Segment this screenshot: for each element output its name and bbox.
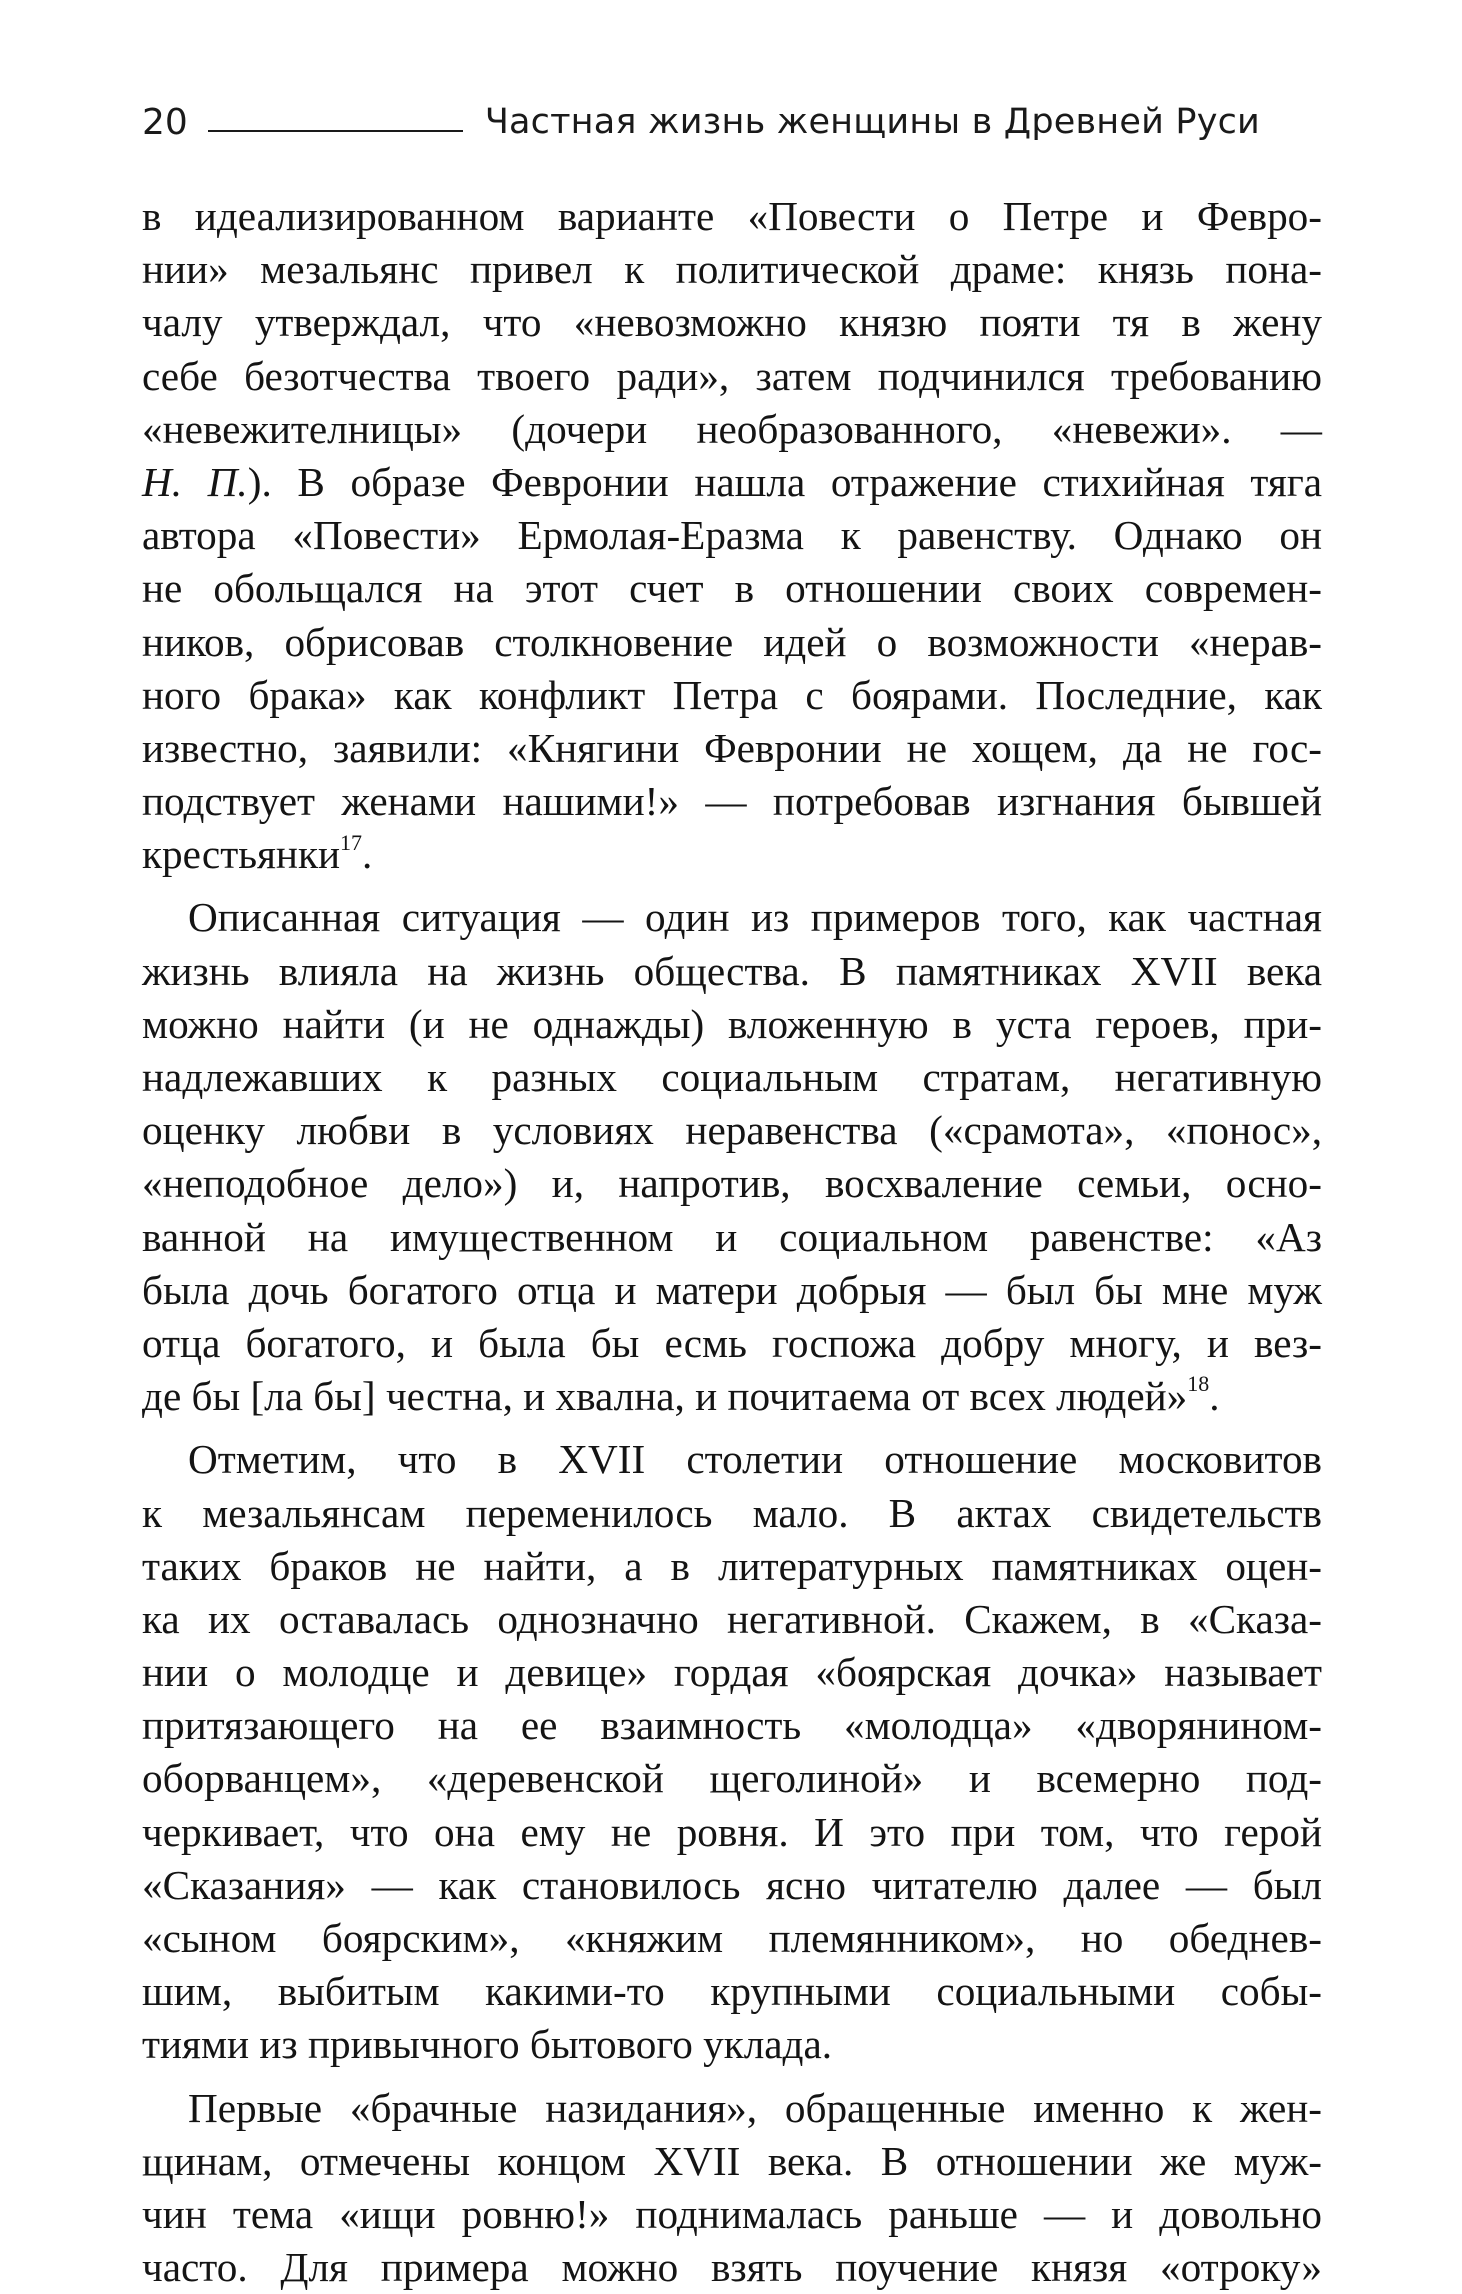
text-line: автора «Повести» Ермолая-Еразма к равенству. Однако он	[142, 512, 1322, 559]
text-line: нии» мезальянс привел к политической драме: князь пона-	[142, 246, 1322, 293]
text-line: чин тема «ищи ровню!» поднималась раньше — и довольно	[142, 2190, 1322, 2237]
text-line: Отметим, что в XVII столетии отношение московитов	[188, 1436, 1322, 1483]
paragraph-1	[142, 190, 1322, 881]
text-line: можно найти (и не однажды) вложенную в уста героев, при-	[142, 1000, 1322, 1047]
text-fragment: .	[362, 831, 373, 878]
text-line: оборванцем», «деревенской щеголиной» и всемерно под-	[142, 1755, 1322, 1802]
text-line: тиями из привычного бытового уклада.	[142, 2021, 833, 2068]
header-rule	[208, 130, 463, 132]
text-line: ванной на имущественном и социальном равенстве: «Аз	[142, 1213, 1322, 1260]
text-fragment: ). В образе Февронии нашла отражение стихийная тяга	[247, 458, 1322, 505]
paragraph-4	[142, 2082, 1322, 2294]
text-line: часто. Для примера можно взять поучение князя «отроку»	[142, 2244, 1322, 2291]
text-line: чалу утверждал, что «невозможно князю пояти тя в жену	[142, 299, 1322, 346]
text-line: нии о молодце и девице» гордая «боярская дочка» называет	[142, 1649, 1322, 1696]
text-line: подствует женами нашими!» — потребовав изгнания бывшей	[142, 778, 1322, 825]
running-title: Частная жизнь женщины в Древней Руси	[484, 102, 1260, 142]
text-line: была дочь богатого отца и матери добрыя — был бы мне муж	[142, 1266, 1322, 1313]
text-line: «невежителницы» (дочери необразованного, «невежи». —	[142, 405, 1322, 452]
text-line: надлежавших к разных социальным стратам, негативную	[142, 1054, 1322, 1100]
text-line: щинам, отмечены концом XVII века. В отношении же муж-	[142, 2137, 1322, 2184]
text-line: Первые «брачные назидания», обращенные именно к жен-	[188, 2084, 1322, 2131]
paragraph-2	[142, 891, 1322, 1423]
paragraph-3	[142, 1433, 1322, 2071]
text-line: отца богатого, и была бы есмь госпожа добру многу, и вез-	[142, 1319, 1322, 1366]
footnote-marker: 17	[340, 829, 363, 855]
text-line: ка их оставалась однозначно негативной. Скажем, в «Сказа-	[142, 1595, 1322, 1642]
text-line: оценку любви в условиях неравенства («срамота», «понос»,	[142, 1107, 1322, 1154]
text-fragment: .	[1209, 1373, 1220, 1420]
text-line: себе безотчества твоего ради», затем подчинился требованию	[142, 352, 1322, 399]
text-line	[142, 828, 1322, 881]
text-line: ников, обрисовав столкновение идей о возможности «нерав-	[142, 618, 1322, 665]
page-number: 20	[142, 101, 188, 143]
author-initials: Н. П.	[142, 458, 248, 505]
text-line: «неподобное дело») и, напротив, восхваление семьи, осно-	[142, 1160, 1322, 1207]
text-body	[142, 190, 1322, 2294]
text-line: ного брака» как конфликт Петра с боярами. Последние, как	[142, 671, 1322, 718]
text-line: в идеализированном варианте «Повести о Петре и Февро-	[142, 193, 1322, 239]
text-fragment: крестьянки	[142, 831, 341, 878]
footnote-marker: 18	[1187, 1371, 1210, 1397]
text-line: таких браков не найти, а в литературных памятниках оцен-	[142, 1542, 1322, 1589]
text-line: Описанная ситуация — один из примеров того, как частная	[188, 894, 1322, 941]
text-line: жизнь влияла на жизнь общества. В памятниках XVII века	[142, 947, 1322, 994]
text-line: не обольщался на этот счет в отношении своих современ-	[142, 565, 1322, 612]
text-line: черкивает, что она ему не ровня. И это при том, что герой	[142, 1808, 1322, 1855]
running-head	[142, 96, 1322, 148]
text-line: шим, выбитым какими-то крупными социальными собы-	[142, 1968, 1322, 2015]
text-line	[142, 456, 1322, 509]
text-line: «Сказания» — как становилось ясно читателю далее — был	[142, 1861, 1322, 1908]
text-line: притязающего на ее взаимность «молодца» «дворянином-	[142, 1702, 1322, 1749]
text-line: к мезальянсам переменилось мало. В актах свидетельств	[142, 1489, 1322, 1536]
text-line	[142, 1370, 1322, 1423]
text-line: «сыном боярским», «княжим племянником», но обеднев-	[142, 1915, 1322, 1961]
text-fragment: де бы [ла бы] честна, и хвална, и почитаема от всех людей»	[142, 1373, 1188, 1420]
text-line: известно, заявили: «Княгини Февронии не хощем, да не гос-	[142, 724, 1322, 771]
